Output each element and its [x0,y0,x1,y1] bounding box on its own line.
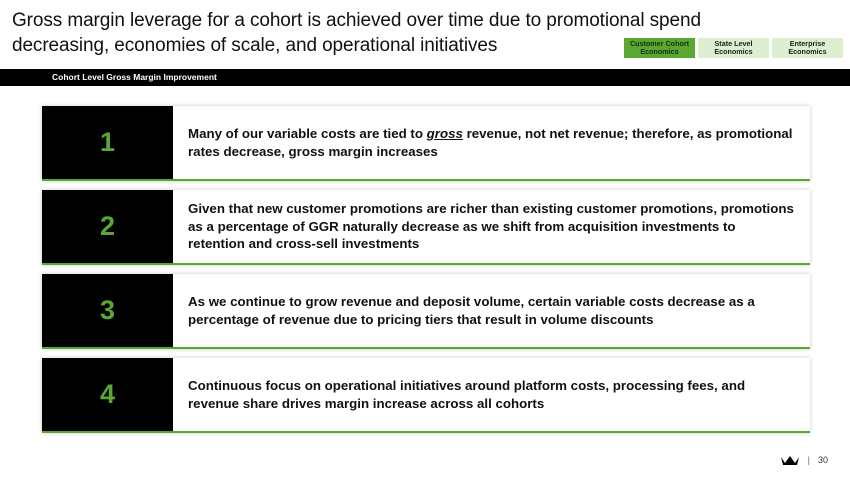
tab-enterprise-economics[interactable]: Enterprise Economics [772,38,843,58]
number-box [42,190,173,263]
point-text [188,358,796,431]
point-text-part: revenue, not net revenue; therefore, as promotional rates decrease, gross margin increases [188,126,793,159]
economics-tabs [624,38,843,58]
emphasis-gross: gross [426,126,463,141]
point-text [188,190,796,263]
point-number: 3 [99,295,116,325]
point-card-3 [42,274,810,349]
page-number: 30 [817,455,828,465]
number-box [42,106,173,179]
point-text [188,274,796,347]
point-card-4 [42,358,810,433]
page-title: Gross margin leverage for a cohort is achieved over time due to promotional spend decreasing, economies of scale, and operational initiatives [12,10,701,56]
point-number: 4 [99,379,116,409]
point-text-body: Given that new customer promotions are richer than existing customer promotions, promotions as a percentage of GGR naturally decrease as we shift from acquisition investments to retention and cross-sell investments [188,201,794,252]
tab-customer-cohort-economics[interactable]: Customer Cohort Economics [624,38,695,58]
point-number: 2 [99,211,116,241]
footer-separator: | [807,455,810,465]
number-box [42,358,173,431]
section-header-bar [0,69,850,86]
number-box [42,274,173,347]
crown-logo-icon [780,454,800,466]
point-text-body: As we continue to grow revenue and deposit volume, certain variable costs decrease as a percentage of revenue due to pricing tiers that result in volume discounts [188,294,755,327]
tab-state-level-economics[interactable]: State Level Economics [698,38,769,58]
section-label: Cohort Level Gross Margin Improvement [52,72,217,82]
point-number: 1 [99,127,116,157]
point-text-body: Continuous focus on operational initiatives around platform costs, processing fees, and revenue share drives margin increase across all cohorts [188,378,746,411]
point-text [188,106,796,179]
footer [780,454,828,466]
point-card-1 [42,106,810,181]
point-text-part: Many of our variable costs are tied to [188,126,427,141]
point-card-2 [42,190,810,265]
